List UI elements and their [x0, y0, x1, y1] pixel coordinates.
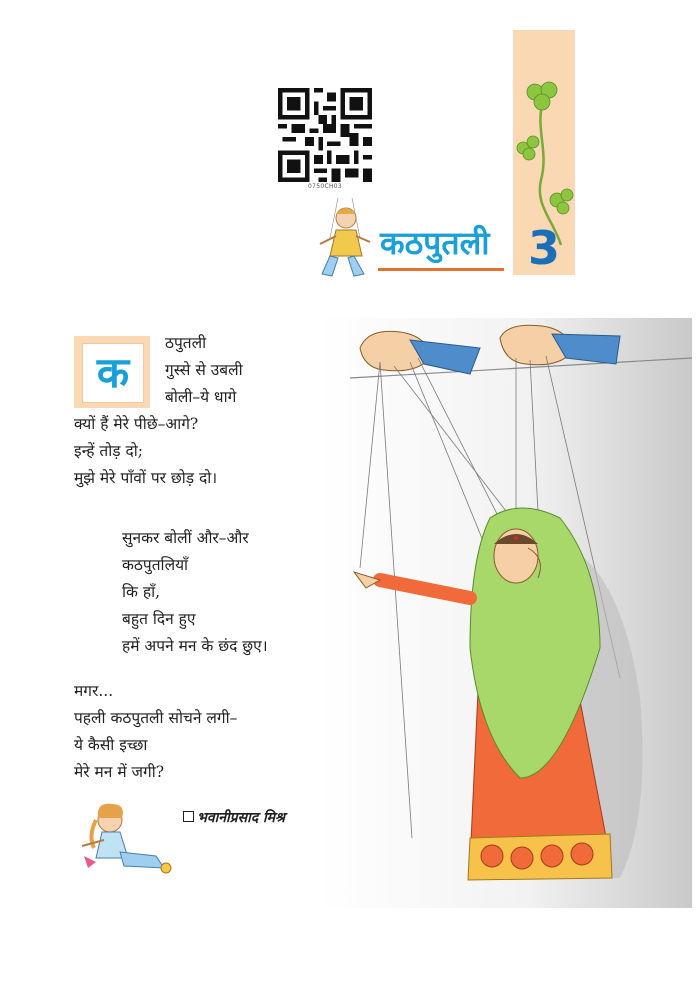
poem-line: सुनकर बोलीं और–और — [122, 529, 249, 547]
poem-line: बहुत दिन हुए — [122, 610, 196, 628]
square-bullet-icon — [183, 811, 194, 822]
poem-line: बोली–ये धागे — [165, 388, 237, 406]
poem-line: कि हाँ, — [122, 583, 161, 601]
title-underline — [378, 268, 504, 271]
drop-cap-letter: क — [96, 348, 130, 397]
poet-name: भवानीप्रसाद मिश्र — [197, 810, 285, 826]
drop-cap-box — [74, 336, 150, 408]
sitting-doll-illustration — [74, 796, 178, 878]
poem-line: ये कैसी इच्छा — [74, 736, 148, 754]
chapter-title: कठपुतली — [380, 224, 490, 262]
poet-credit — [183, 808, 285, 827]
poem-line: मुझे मेरे पाँवों पर छोड़ दो। — [74, 469, 218, 487]
qr-code-label: 0750CH03 — [307, 183, 342, 190]
poem-line: कठपुतलियाँ — [122, 556, 189, 574]
qr-code[interactable] — [278, 88, 372, 182]
poem-line: पहली कठपुतली सोचने लगी– — [74, 709, 238, 727]
chapter-number: 3 — [527, 221, 560, 275]
poem-line: ठपुतली — [165, 334, 207, 352]
poem-line: इन्हें तोड़ दो; — [74, 442, 143, 460]
poem-line: मगर... — [74, 682, 114, 700]
poem-line: मेरे मन में जगी? — [74, 763, 165, 781]
poem-line: क्यों हैं मेरे पीछे–आगे? — [74, 415, 199, 433]
poem-line: गुस्से से उबली — [165, 361, 243, 379]
puppet-illustration — [320, 318, 692, 908]
poem-line: हमें अपने मन के छंद छुए। — [122, 637, 268, 655]
doll-illustration — [308, 198, 380, 280]
